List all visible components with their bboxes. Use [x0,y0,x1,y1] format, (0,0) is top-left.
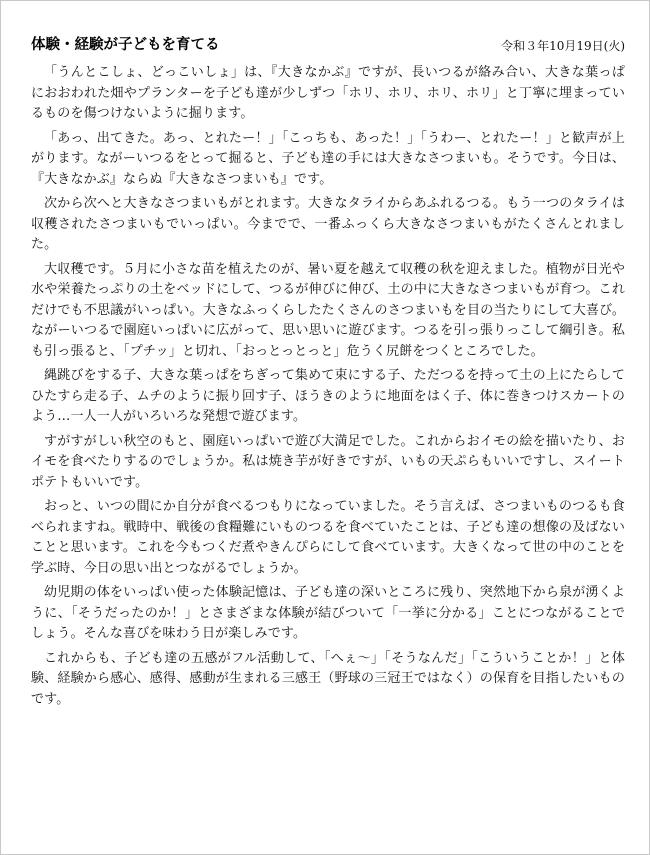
document-header [31,35,625,57]
paragraph-1: 「うんとこしょ、どっこいしょ」は、『大きなかぶ』ですが、長いつるが絡み合い、大きな葉っぱにおおわれた畑やプランターを子ども達が少しずつ「ホリ、ホリ、ホリ、ホリ」と丁寧に埋まっているものを傷つけないように掘ります。 [31,65,625,121]
paragraph-9: これからも、子ども達の五感がフル活動して、「へぇ～」「そうなんだ」「こういうことか！」と体験、経験から感心、感得、感動が生まれる三感王（野球の三冠王ではなく）の保育を目指したいものです。 [31,650,625,707]
document-content [31,35,625,714]
paragraph-5: 縄跳びをする子、大きな葉っぱをちぎって集めて束にする子、ただつるを持って土の上にたらしてひたすら走る子、ムチのように振り回す子、ほうきのように地面をはく子、体に巻きつけスカートのよう…一人一人がいろいろな発想で遊びます。 [31,368,625,424]
paragraph-6: すがすがしい秋空のもと、園庭いっぱいで遊び大満足でした。これからおイモの絵を描いたり、おイモを食べたりするのでしょうか。私は焼き芋が好きですが、いもの天ぷらもいいですし、スイートポテトもいいです。 [31,433,625,490]
paragraph-4: 大収穫です。５月に小さな苗を植えたのが、暑い夏を越えて収穫の秋を迎えました。植物が日光や水や栄養たっぷりの土をベッドにして、つるが伸びに伸び、土の中に大きなさつまいもが育つ。これだけでも不思議がいっぱい。大きなふっくらしたたくさんのさつまいもを目の当たりにして大喜び。ながーいつるで園庭いっぱいに広がって、思い思いに遊びます。つるを引っ張りっこして綱引き。私も引っ張ると、「プチッ」と切れ、「おっとっとっと」危うく尻餅をつくところでした。 [31,261,625,359]
paragraph-3: 次から次へと大きなさつまいもがとれます。大きなタライからあふれるつる。もう一つのタライは収穫されたさつまいもでいっぱい。今までで、一番ふっくら大きなさつまいもがたくさんとれました。 [31,196,625,252]
paragraph-2: 「あっ、出てきた。あっ、とれたー！」「こっちも、あった！」「うわー、とれたー！」と歓声が上がります。ながーいつるをとって掘ると、子ども達の手には大きなさつまいも。そうです。今日は、『大きなかぶ』ならぬ『大きなさつまいも』です。 [31,130,625,187]
document-title: 体験・経験が子どもを育てる [31,37,220,53]
document-date: 令和３年10月19日(火) [501,39,625,53]
paragraph-7: おっと、いつの間にか自分が食べるつもりになっていました。そう言えば、さつまいものつるも食べられますね。戦時中、戦後の食糧難にいものつるを食べていたことは、子ども達の想像の及ばないことと思います。これを今もつくだ煮やきんぴらにして食べています。大きくなって世の中のことを学ぶ時、今日の思い出とつながるでしょうか。 [31,499,625,576]
paragraph-8: 幼児期の体をいっぱい使った体験記憶は、子ども達の深いところに残り、突然地下から泉が湧くように、「そうだったのか！」とさまざまな体験が結びついて「一挙に分かる」ことにつながることでしょう。そんな喜びを味わう日が楽しみです。 [31,585,625,641]
